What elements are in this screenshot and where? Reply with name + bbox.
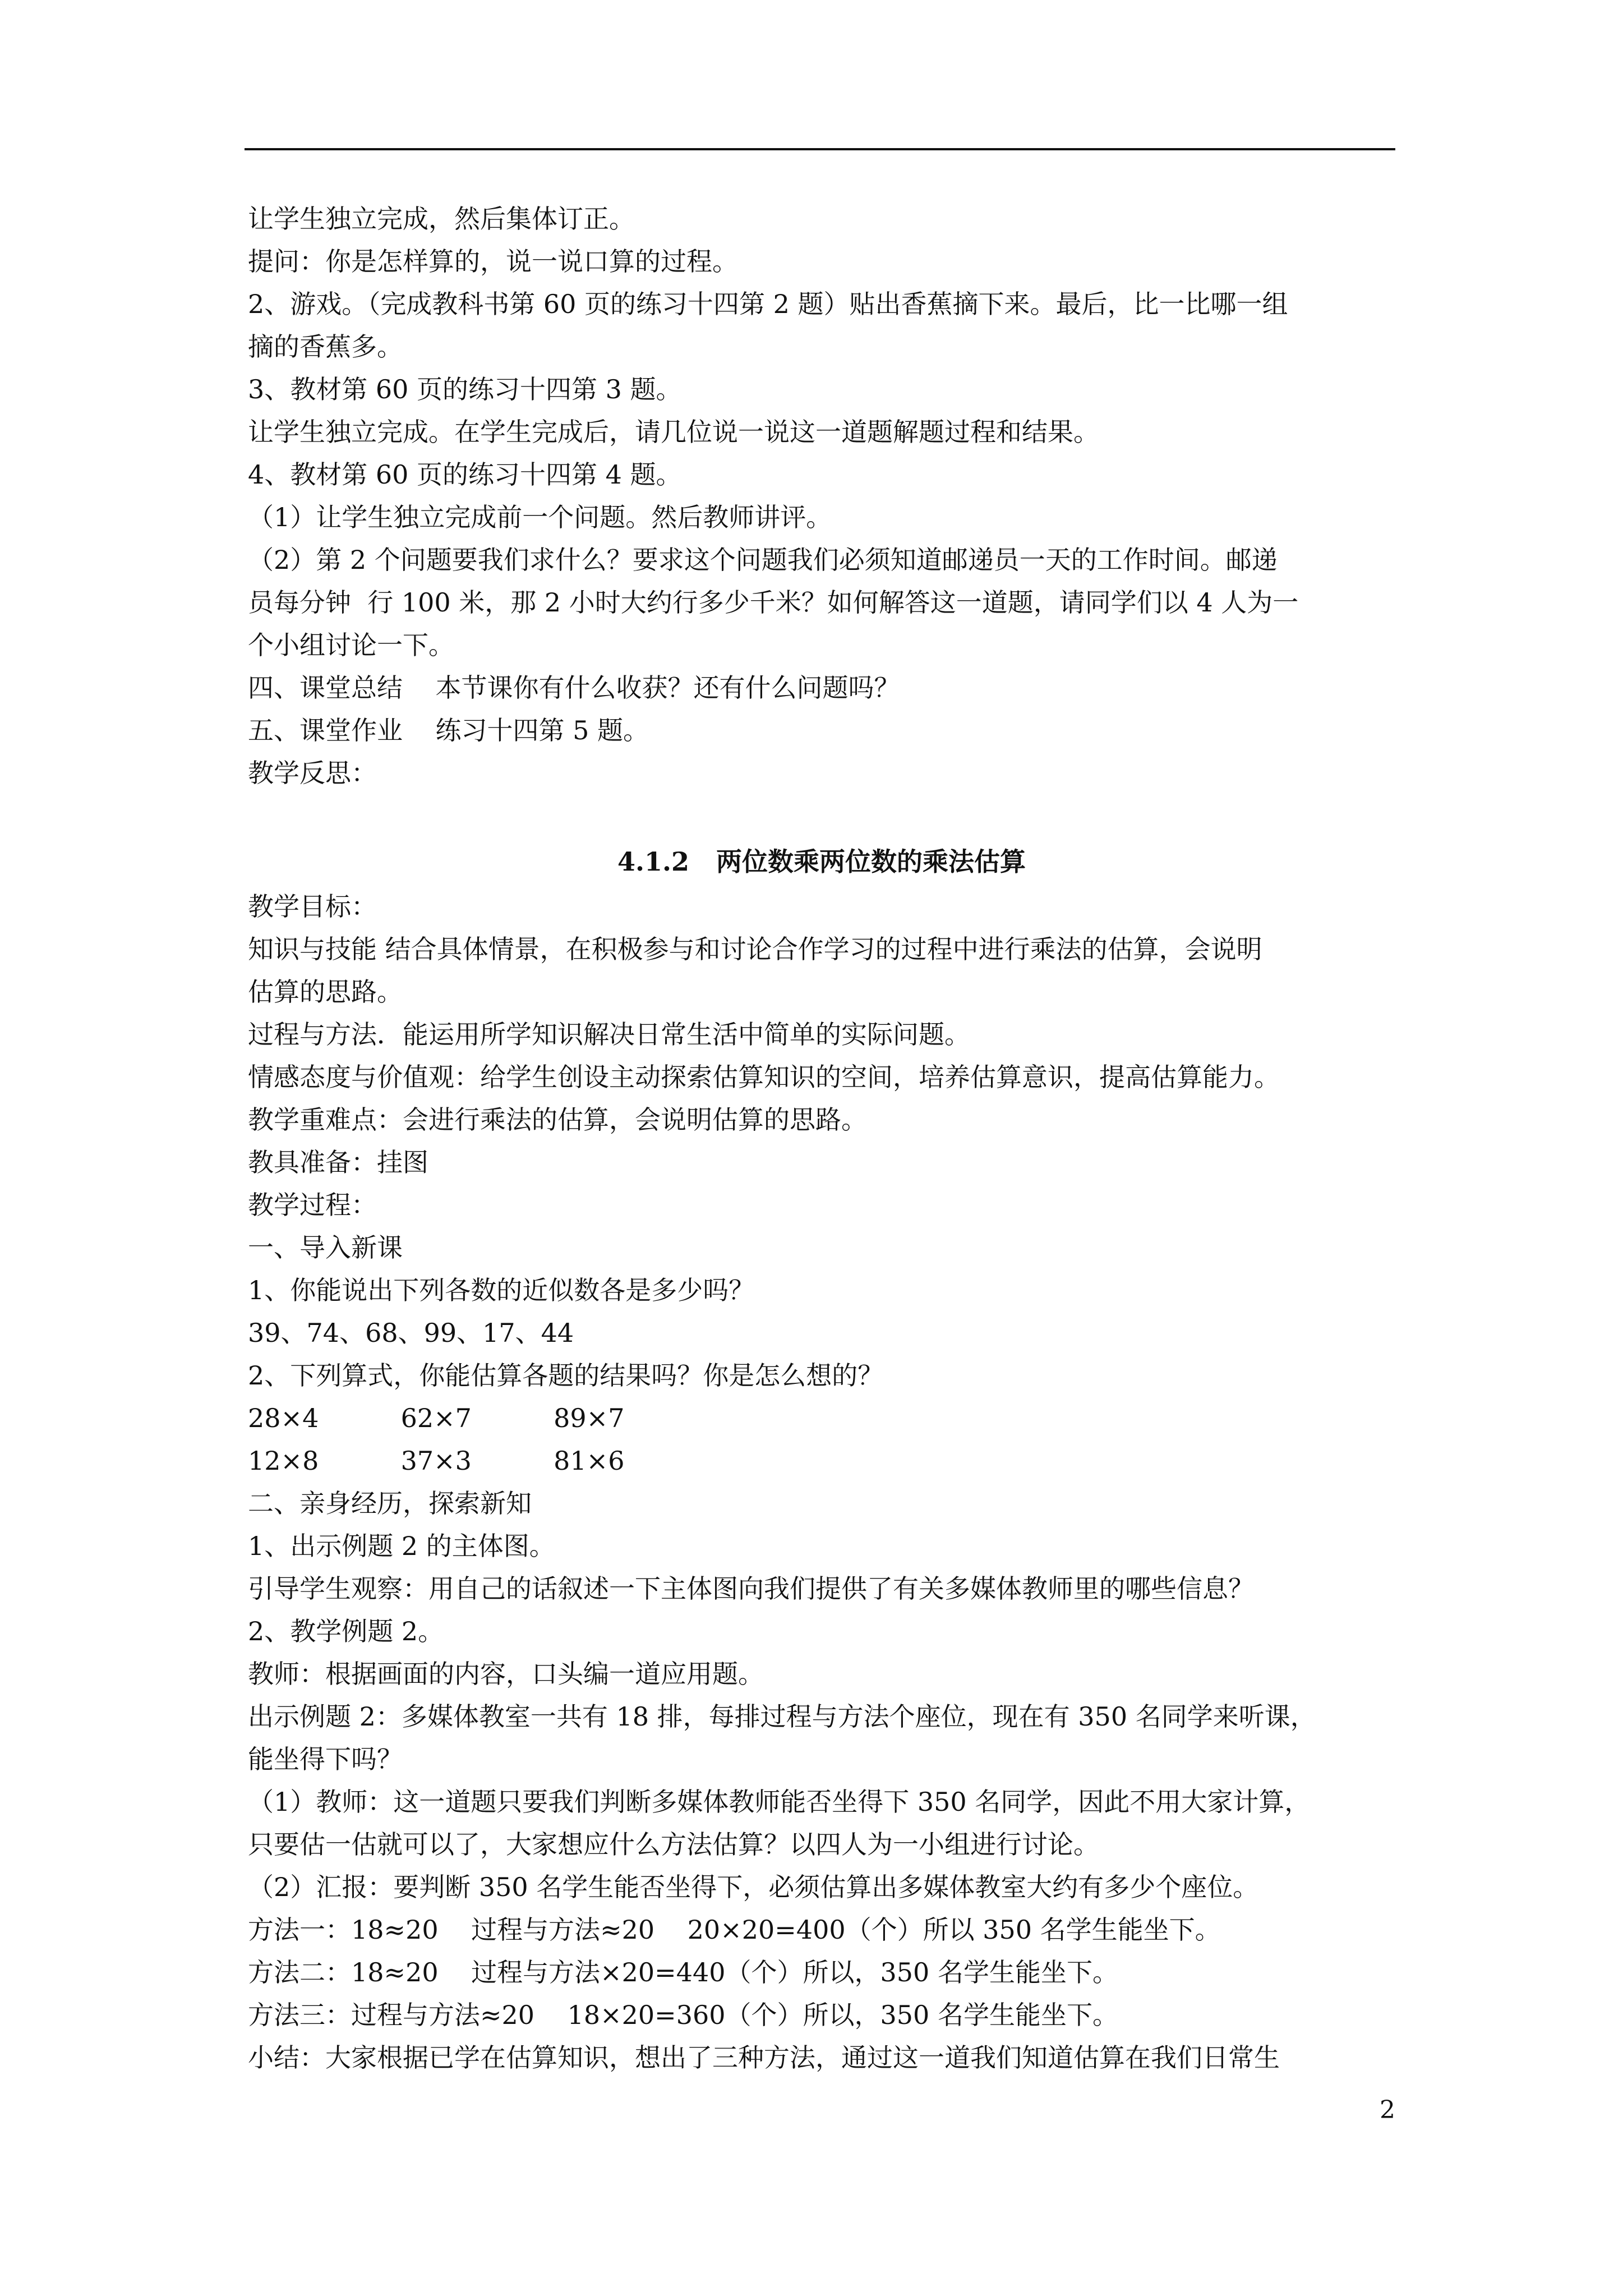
text-line: 情感态度与价值观：给学生创设主动探索估算知识的空间，培养估算意识，提高估算能力。 (248, 1062, 1280, 1092)
text-line: （1）让学生独立完成前一个问题。然后教师讲评。 (248, 502, 832, 532)
text-line: 四、课堂总结 本节课你有什么收获？还有什么问题吗？ (248, 673, 900, 703)
text-line: 过程与方法．能运用所学知识解决日常生活中简单的实际问题。 (248, 1019, 970, 1050)
text-line: 1、你能说出下列各数的近似数各是多少吗？ (248, 1275, 755, 1305)
section-title: 4.1.2 两位数乘两位数的乘法估算 (617, 846, 1026, 877)
text-line: 2、下列算式，你能估算各题的结果吗？你是怎么想的？ (248, 1360, 884, 1391)
text-line: （2）汇报：要判断 350 名学生能否坐得下，必须估算出多媒体教室大约有多少个座位。 (248, 1872, 1259, 1902)
text-line: 知识与技能 结合具体情景，在积极参与和讨论合作学习的过程中进行乘法的估算，会说明 (248, 934, 1262, 964)
text-line: 引导学生观察：用自己的话叙述一下主体图向我们提供了有关多媒体教师里的哪些信息？ (248, 1573, 1254, 1604)
document-body (248, 197, 1395, 2079)
text-line: 2、教学例题 2。 (248, 1616, 444, 1646)
text-line: 出示例题 2：多媒体教室一共有 18 排，每排过程与方法个座位，现在有 350 名同学来听课， (248, 1701, 1316, 1732)
text-line: 能坐得下吗？ (248, 1744, 403, 1774)
text-line: 提问：你是怎样算的，说一说口算的过程。 (248, 246, 738, 277)
text-line: 方法三：过程与方法≈20 18×20=360（个）所以，350 名学生能坐下。 (248, 2000, 1118, 2030)
text-line: 只要估一估就可以了，大家想应什么方法估算？以四人为一小组进行讨论。 (248, 1829, 1099, 1860)
text-line: 2、游戏。（完成教科书第 60 页的练习十四第 2 题）贴出香蕉摘下来。最后，比一比哪一组 (248, 289, 1288, 319)
text-line: 28×4 62×7 89×7 (248, 1403, 625, 1433)
text-line: 教学反思： (248, 758, 377, 788)
text-line: （1）教师：这一道题只要我们判断多媒体教师能否坐得下 350 名同学，因此不用大家计算， (248, 1787, 1311, 1817)
text-line: 一、导入新课 (248, 1232, 403, 1263)
text-line: 教学过程： (248, 1190, 377, 1220)
text-line: 教师：根据画面的内容，口头编一道应用题。 (248, 1659, 764, 1689)
text-line: 教学重难点：会进行乘法的估算，会说明估算的思路。 (248, 1105, 867, 1135)
text-line: 方法二：18≈20 过程与方法×20=440（个）所以，350 名学生能坐下。 (248, 1957, 1118, 1987)
text-line: 五、课堂作业 练习十四第 5 题。 (248, 715, 649, 746)
section-spacer (248, 794, 1395, 839)
text-line: 39、74、68、99、17、44 (248, 1318, 574, 1348)
header-rule (245, 148, 1395, 150)
page-number: 2 (1380, 2096, 1395, 2124)
text-line: 估算的思路。 (248, 977, 403, 1007)
text-line: 摘的香蕉多。 (248, 332, 403, 362)
text-line: （2）第 2 个问题要我们求什么？要求这个问题我们必须知道邮递员一天的工作时间。邮递 (248, 545, 1278, 575)
text-line: 12×8 37×3 81×6 (248, 1446, 625, 1476)
section-part2 (248, 885, 1395, 2079)
text-line: 3、教材第 60 页的练习十四第 3 题。 (248, 374, 682, 404)
section-part1 (248, 197, 1395, 794)
text-line: 小结：大家根据已学在估算知识，想出了三种方法，通过这一道我们知道估算在我们日常生 (248, 2042, 1280, 2073)
text-line: 教具准备：挂图 (248, 1147, 428, 1177)
text-line: 教学目标： (248, 891, 377, 922)
text-line: 让学生独立完成，然后集体订正。 (248, 204, 635, 234)
text-line: 让学生独立完成。在学生完成后，请几位说一说这一道题解题过程和结果。 (248, 417, 1099, 447)
text-line: 员每分钟 行 100 米，那 2 小时大约行多少千米？如何解答这一道题，请同学们以 4 人为一 (248, 587, 1299, 618)
text-line: 个小组讨论一下。 (248, 630, 454, 660)
text-line: 1、出示例题 2 的主体图。 (248, 1531, 555, 1561)
text-line: 二、亲身经历，探索新知 (248, 1488, 532, 1519)
text-line: 方法一：18≈20 过程与方法≈20 20×20=400（个）所以 350 名学生能坐下。 (248, 1915, 1221, 1945)
text-line: 4、教材第 60 页的练习十四第 4 题。 (248, 459, 682, 490)
